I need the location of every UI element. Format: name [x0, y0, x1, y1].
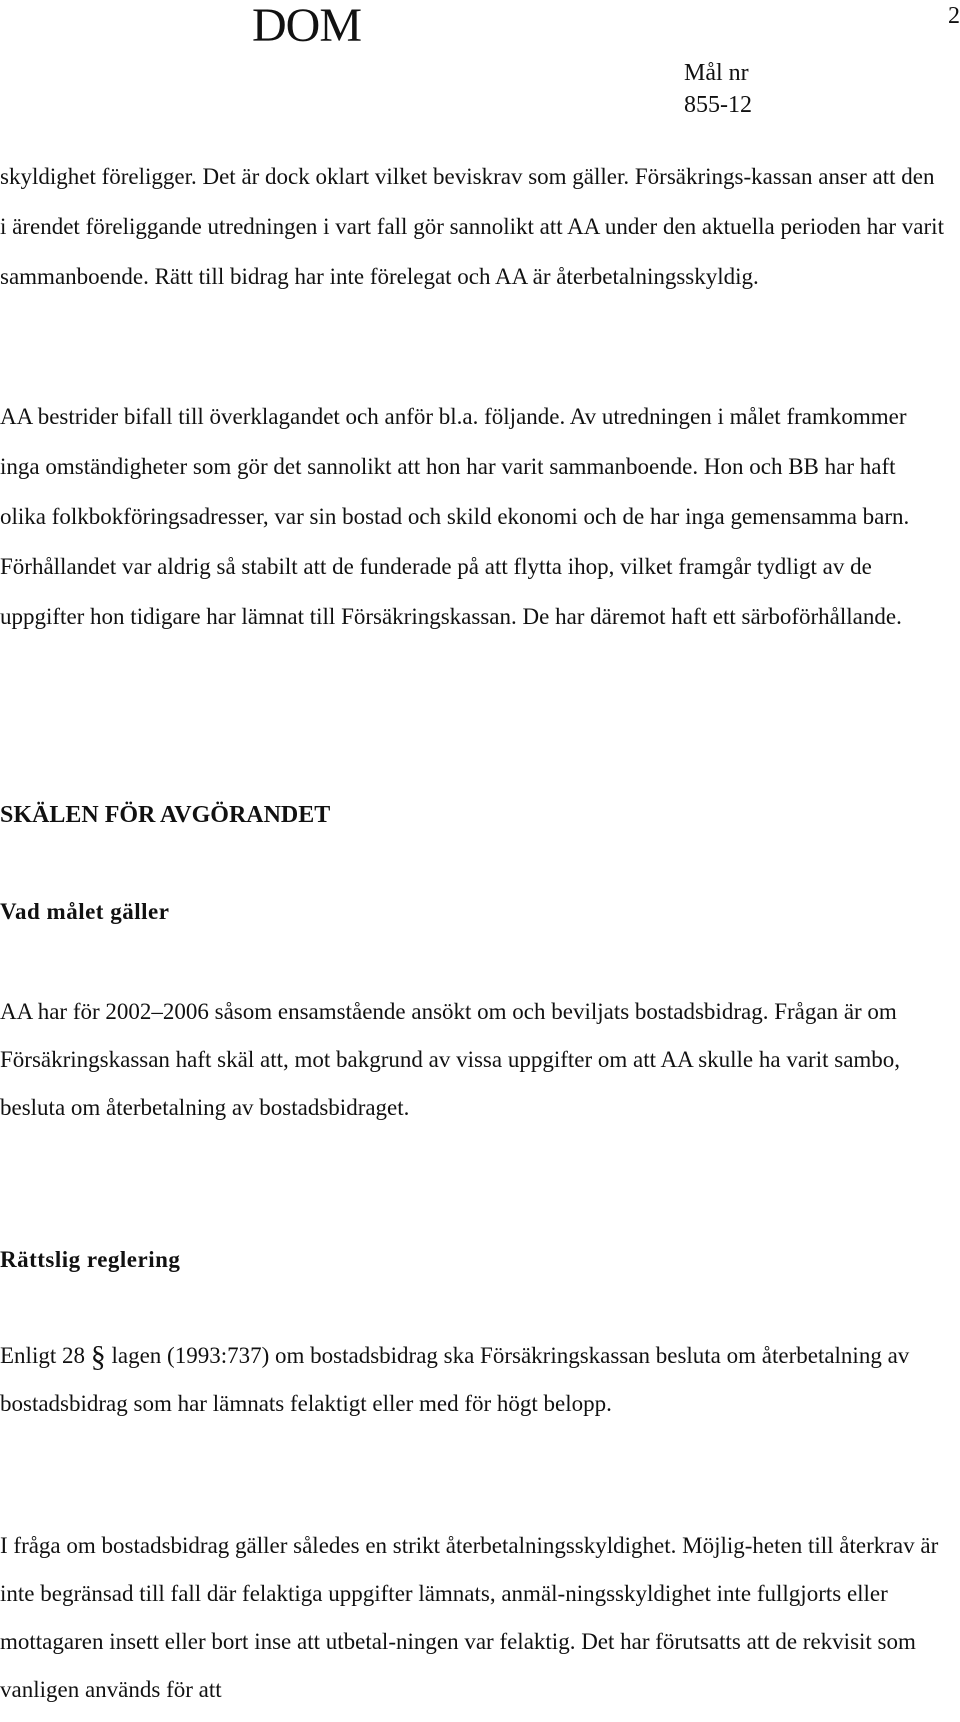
paragraph-text-end: lagen (1993:737) om bostadsbidrag ska Försäkringskassan besluta om återbetalning av bostadsbidrag som har lämnats felaktigt eller med för högt belopp.	[0, 1343, 910, 1416]
section-heading-reasons: SKÄLEN FÖR AVGÖRANDET	[0, 802, 331, 828]
document-title: DOM	[252, 0, 362, 52]
subheading-case-subject: Vad målet gäller	[0, 899, 170, 924]
paragraph-case-subject: AA har för 2002–2006 såsom ensamstående ansökt om och beviljats bostadsbidrag. Frågan är om Försäkringskassan haft skäl att, mot bakgrund av vissa uppgifter om att AA skulle ha varit sambo, besluta om återbetalning av bostadsbidraget.	[0, 999, 901, 1120]
section-sign: §	[90, 1340, 106, 1373]
paragraph-text-start: Enligt 28	[0, 1343, 91, 1368]
case-number-label: Mål nr	[684, 60, 749, 86]
page-header	[0, 0, 960, 120]
subheading-legal-regulation: Rättslig reglering	[0, 1247, 181, 1272]
paragraph-respondent-claims: AA bestrider bifall till överklagandet och anför bl.a. följande. Av utredningen i målet framkommer inga omständigheter som gör det sannolikt att hon har varit sammanboende. Hon och BB har haft olika folkbokföringsadresser, var sin bostad och skild ekonomi och de har inga gemensamma barn. Förhållandet var aldrig så stabilt att de funderade på att flytta ihop, vilket framgår tydligt av de uppgifter hon tidigare har lämnat till Försäkringskassan. De har däremot haft ett särboförhållande.	[0, 404, 910, 629]
paragraph-strict-liability: I fråga om bostadsbidrag gäller således en strikt återbetalningsskyldighet. Möjlig-heten till återkrav är inte begränsad till fall där felaktiga uppgifter lämnats, anmäl-ningsskyldighet inte fullgjorts eller mottagaren insett eller bort inse att utbetal-ningen var felaktig. Det har förutsatts att de rekvisit som vanligen används för att	[0, 1533, 939, 1702]
paragraph-legal-regulation	[0, 1332, 944, 1428]
page-number: 2	[948, 3, 960, 29]
paragraph-burden-of-proof: skyldighet föreligger. Det är dock oklart vilket beviskrav som gäller. Försäkrings-kassan anser att den i ärendet föreliggande utredningen i vart fall gör sannolikt att AA under den aktuella perioden har varit sammanboende. Rätt till bidrag har inte förelegat och AA är återbetalningsskyldig.	[0, 164, 944, 289]
case-number: 855-12	[684, 92, 752, 118]
